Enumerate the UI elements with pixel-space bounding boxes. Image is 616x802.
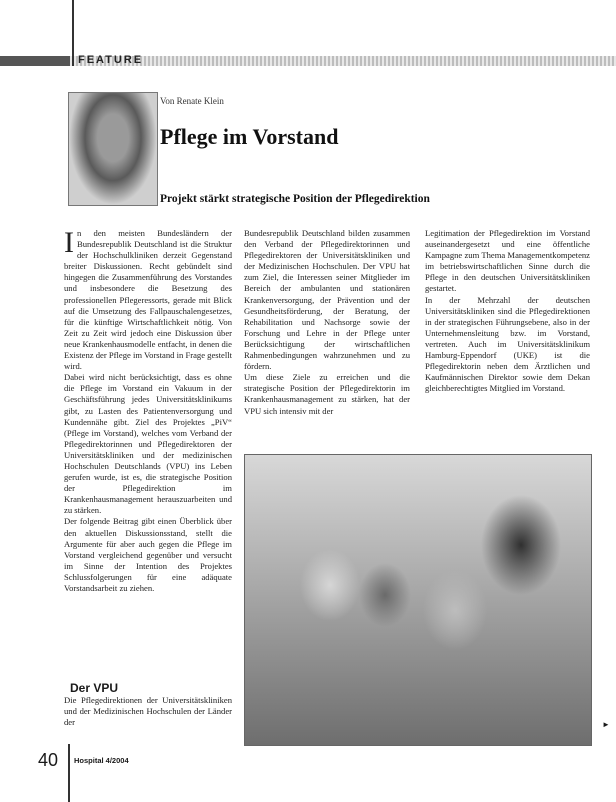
column-1 — [64, 228, 232, 594]
col3-paragraph-1: Legitimation der Pflegedirektion im Vorstand auseinandergesetzt und eine öffentliche Kampagne zum Thema Managementkompetenz im betriebswirtschaftlichen Sinne durch die Pflege in den deutschen Universitätskliniken gestartet. — [425, 228, 590, 294]
col1-paragraph-4: Die Pflegedirektionen der Universitätskliniken und der Medizinischen Hochschulen der Länder der — [64, 695, 232, 728]
end-marker-icon: ► — [602, 720, 610, 729]
column-2 — [244, 228, 410, 417]
col2-paragraph-1: Bundesrepublik Deutschland bilden zusammen den Verband der Pflegedirektorinnen und Pflegedirektoren der Universitätskliniken und der Medizinischen Hochschulen. Der VPU hat zum Ziel, die Interessen seiner Mitglieder im Bereich der ambulanten und stationären Krankenversorgung, der Prävention und der Gesundheitsförderung, der Beratung, der Rehabilitation und Nachsorge sowie der Forschung und Lehre in der Pflege unter Berücksichtigung der wirtschaftlichen Rahmenbedingungen wahrzunehmen und zu fördern. — [244, 228, 410, 372]
author-photo — [68, 92, 158, 206]
vpu-heading: Der VPU — [70, 681, 119, 695]
col1-paragraph-3: Der folgende Beitrag gibt einen Überblick über den aktuellen Diskussionsstand, stellt die Argumente für aber auch gegen die Pflege im Vorstand vergleichend gegenüber und versucht im Sinne der Intention des Projektes Schlussfolgerungen für eine adäquate Vorstandsarbeit zu ziehen. — [64, 516, 232, 593]
col2-paragraph-2: Um diese Ziele zu erreichen und die strategische Position der Pflegedirektorin im Krankenhausmanagement zu stärken, hat der VPU sich intensiv mit der — [244, 372, 410, 416]
byline: Von Renate Klein — [160, 96, 224, 106]
column-3 — [425, 228, 590, 394]
article-subtitle: Projekt stärkt strategische Position der Pflegedirektion — [160, 193, 430, 205]
article-title: Pflege im Vorstand — [160, 124, 339, 149]
page-number: 40 — [38, 750, 59, 770]
header-band-dark — [0, 56, 70, 66]
col1-paragraph-1: n den meisten Bundesländern der Bundesrepublik Deutschland ist die Struktur der Hochschulkliniken derzeit Gegenstand breiter Diskussionen. Recht gebündelt sind hingegen die Zusammenführung des Vorstandes und insbesondere die Besetzung des professionellen Pflegeressorts, gerade mit Blick auf die Umsetzung des Fallpauschalengesetzes, für die künftige Wirtschaftlichkeit nötig. Von Zeit zu Zeit wird jedoch eine Diskussion über neue Krankenhausmodelle entfacht, in denen die Existenz der Pflege im Vorstand in Frage gestellt wird. — [64, 228, 232, 372]
footer-rule — [68, 744, 70, 802]
section-label: FEATURE — [78, 54, 144, 66]
publication-footer: Hospital 4/2004 — [74, 756, 129, 765]
col3-paragraph-2: In der Mehrzahl der deutschen Universitätskliniken sind die Pflegedirektionen in der strategischen Führungsebene, also in der Unternehmensleitung bzw. im Vorstand, vertreten. Auch im Universitätsklinikum Hamburg-Eppendorf (UKE) ist die Pflegedirektorin neben dem Ärztlichen und Kaufmännischen Direktor sowie dem Dekan gleichberechtigtes Mitglied im Vorstand. — [425, 294, 590, 394]
dropcap: I — [64, 226, 74, 259]
header-rule — [72, 0, 74, 66]
col1-paragraph-2: Dabei wird nicht berücksichtigt, dass es ohne die Pflege im Vorstand ein Vakuum in der Geschäftsführung jedes Universitätsklinikums gibt, zu Lasten des Patientenversorgung und Kundennähe gibt. Ziel des Projektes „PiV“ (Pflege im Vorstand), welches vom Verband der Pflegedirektorinnen und Pflegedirektoren der Universitätskliniken und der medizinischen Hochschulen Deutschlands (VPU) ins Leben gerufen wurde, ist es, die strategische Position der Pflegedirektion im Krankenhausmanagement herauszuarbeiten und zu stärken. — [64, 372, 232, 516]
group-photo — [244, 454, 592, 746]
